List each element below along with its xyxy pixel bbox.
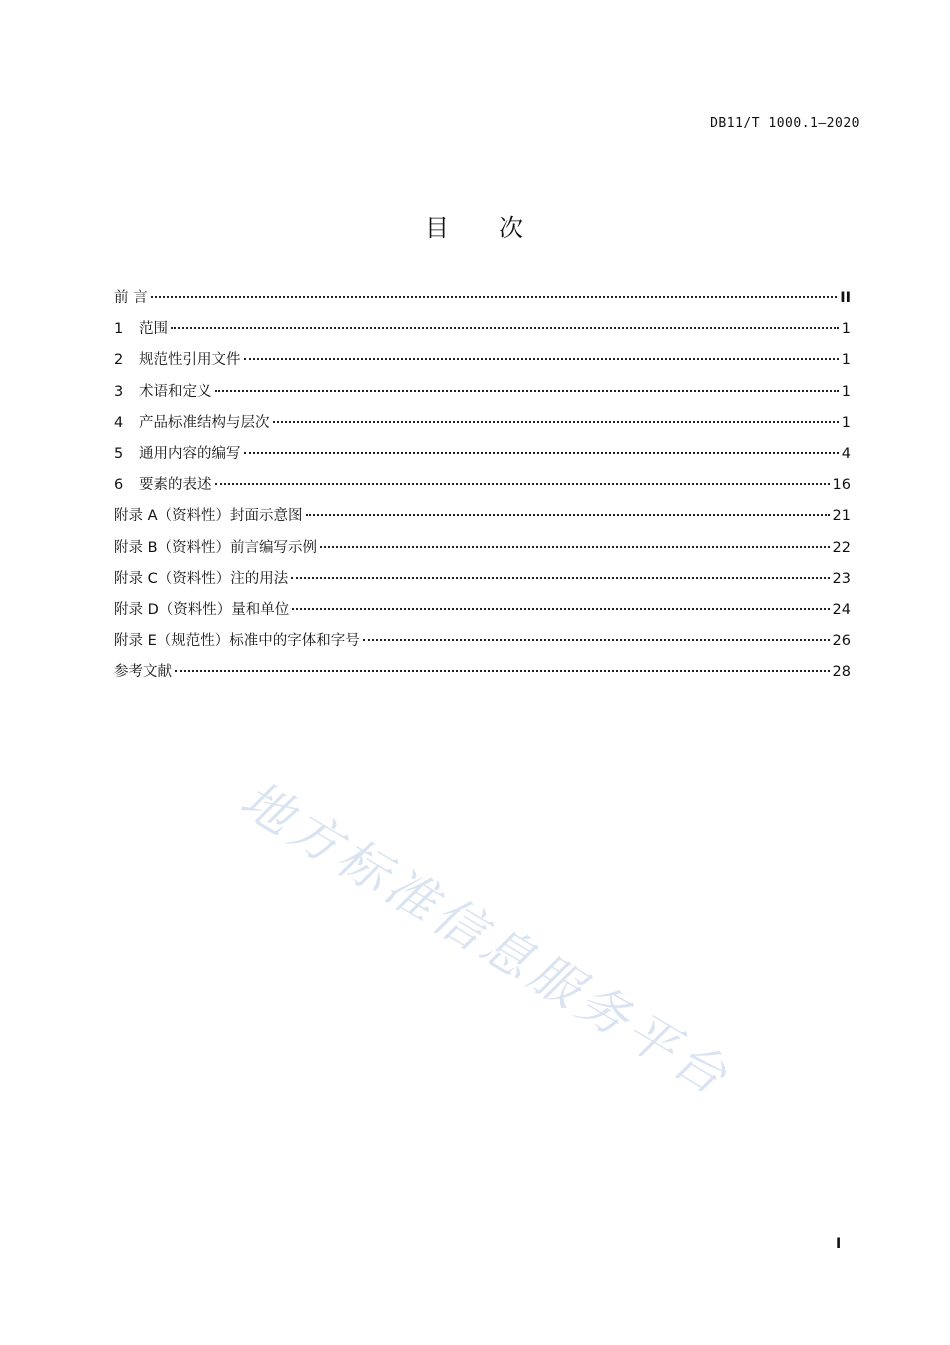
toc-entry-number: 1 [114,321,124,338]
toc-entry-label: 附录 E（规范性）标准中的字体和字号 [114,633,360,650]
table-of-contents [114,286,851,691]
title-char-2: 次 [499,214,525,242]
toc-entry-label: 前 言 [114,290,148,306]
toc-entry-label: 产品标准结构与层次 [139,414,270,431]
toc-entry-page: 4 [841,445,851,462]
toc-entry-number: 3 [114,383,124,400]
toc-entry-2[interactable] [114,348,851,379]
toc-entry-page: 22 [832,539,851,556]
toc-leader [244,358,839,360]
toc-entry-label: 范围 [139,321,168,338]
toc-entry-label: 通用内容的编写 [139,445,241,462]
toc-leader [244,452,839,454]
toc-leader [215,483,830,485]
toc-entry-number: 2 [114,352,124,369]
toc-entry-label: 要素的表述 [139,477,212,494]
toc-entry-label: 附录 B（资料性）前言编写示例 [114,539,318,556]
toc-entry-page: II [840,290,851,306]
toc-entry-page: 28 [832,664,851,681]
toc-entry-page: 1 [841,414,851,431]
toc-leader [151,296,838,298]
toc-entry-page: 1 [841,321,851,338]
toc-entry-1[interactable] [114,317,851,348]
toc-entry-appendix-e[interactable] [114,629,851,660]
toc-entry-label: 术语和定义 [139,383,212,400]
toc-entry-4[interactable] [114,411,851,442]
toc-leader [215,390,839,392]
toc-entry-page: 1 [841,352,851,369]
toc-leader [273,421,839,423]
toc-entry-number: 5 [114,445,124,462]
toc-entry-page: 26 [832,633,851,650]
standard-code: DB11/T 1000.1—2020 [710,116,860,131]
toc-entry-appendix-d[interactable] [114,598,851,629]
toc-entry-number: 4 [114,414,124,431]
toc-entry-5[interactable] [114,442,851,473]
toc-entry-appendix-a[interactable] [114,504,851,535]
title-char-1: 目 [425,214,451,242]
toc-entry-appendix-b[interactable] [114,536,851,567]
toc-leader [171,327,839,329]
toc-entry-page: 21 [832,508,851,525]
page-number: I [836,1236,842,1252]
toc-leader [292,608,829,610]
toc-entry-bibliography[interactable] [114,660,851,691]
toc-entry-appendix-c[interactable] [114,567,851,598]
toc-entry-label: 参考文献 [114,664,172,681]
toc-leader [175,670,830,672]
toc-entry-6[interactable] [114,473,851,504]
watermark: 地方标准信息服务平台 [230,770,741,1109]
page-title [0,208,950,243]
toc-leader [320,546,829,548]
toc-entry-label: 附录 A（资料性）封面示意图 [114,508,303,525]
toc-entry-page: 1 [841,383,851,400]
toc-leader [363,639,830,641]
toc-entry-label: 附录 C（资料性）注的用法 [114,570,289,587]
toc-entry-label: 附录 D（资料性）量和单位 [114,601,290,618]
toc-entry-page: 16 [832,477,851,494]
toc-entry-label: 规范性引用文件 [139,352,241,369]
toc-entry-page: 23 [832,570,851,587]
toc-entry-number: 6 [114,477,124,494]
toc-leader [291,577,829,579]
toc-entry-foreword[interactable] [114,286,851,317]
toc-entry-page: 24 [832,601,851,618]
toc-entry-3[interactable] [114,380,851,411]
toc-leader [306,514,830,516]
